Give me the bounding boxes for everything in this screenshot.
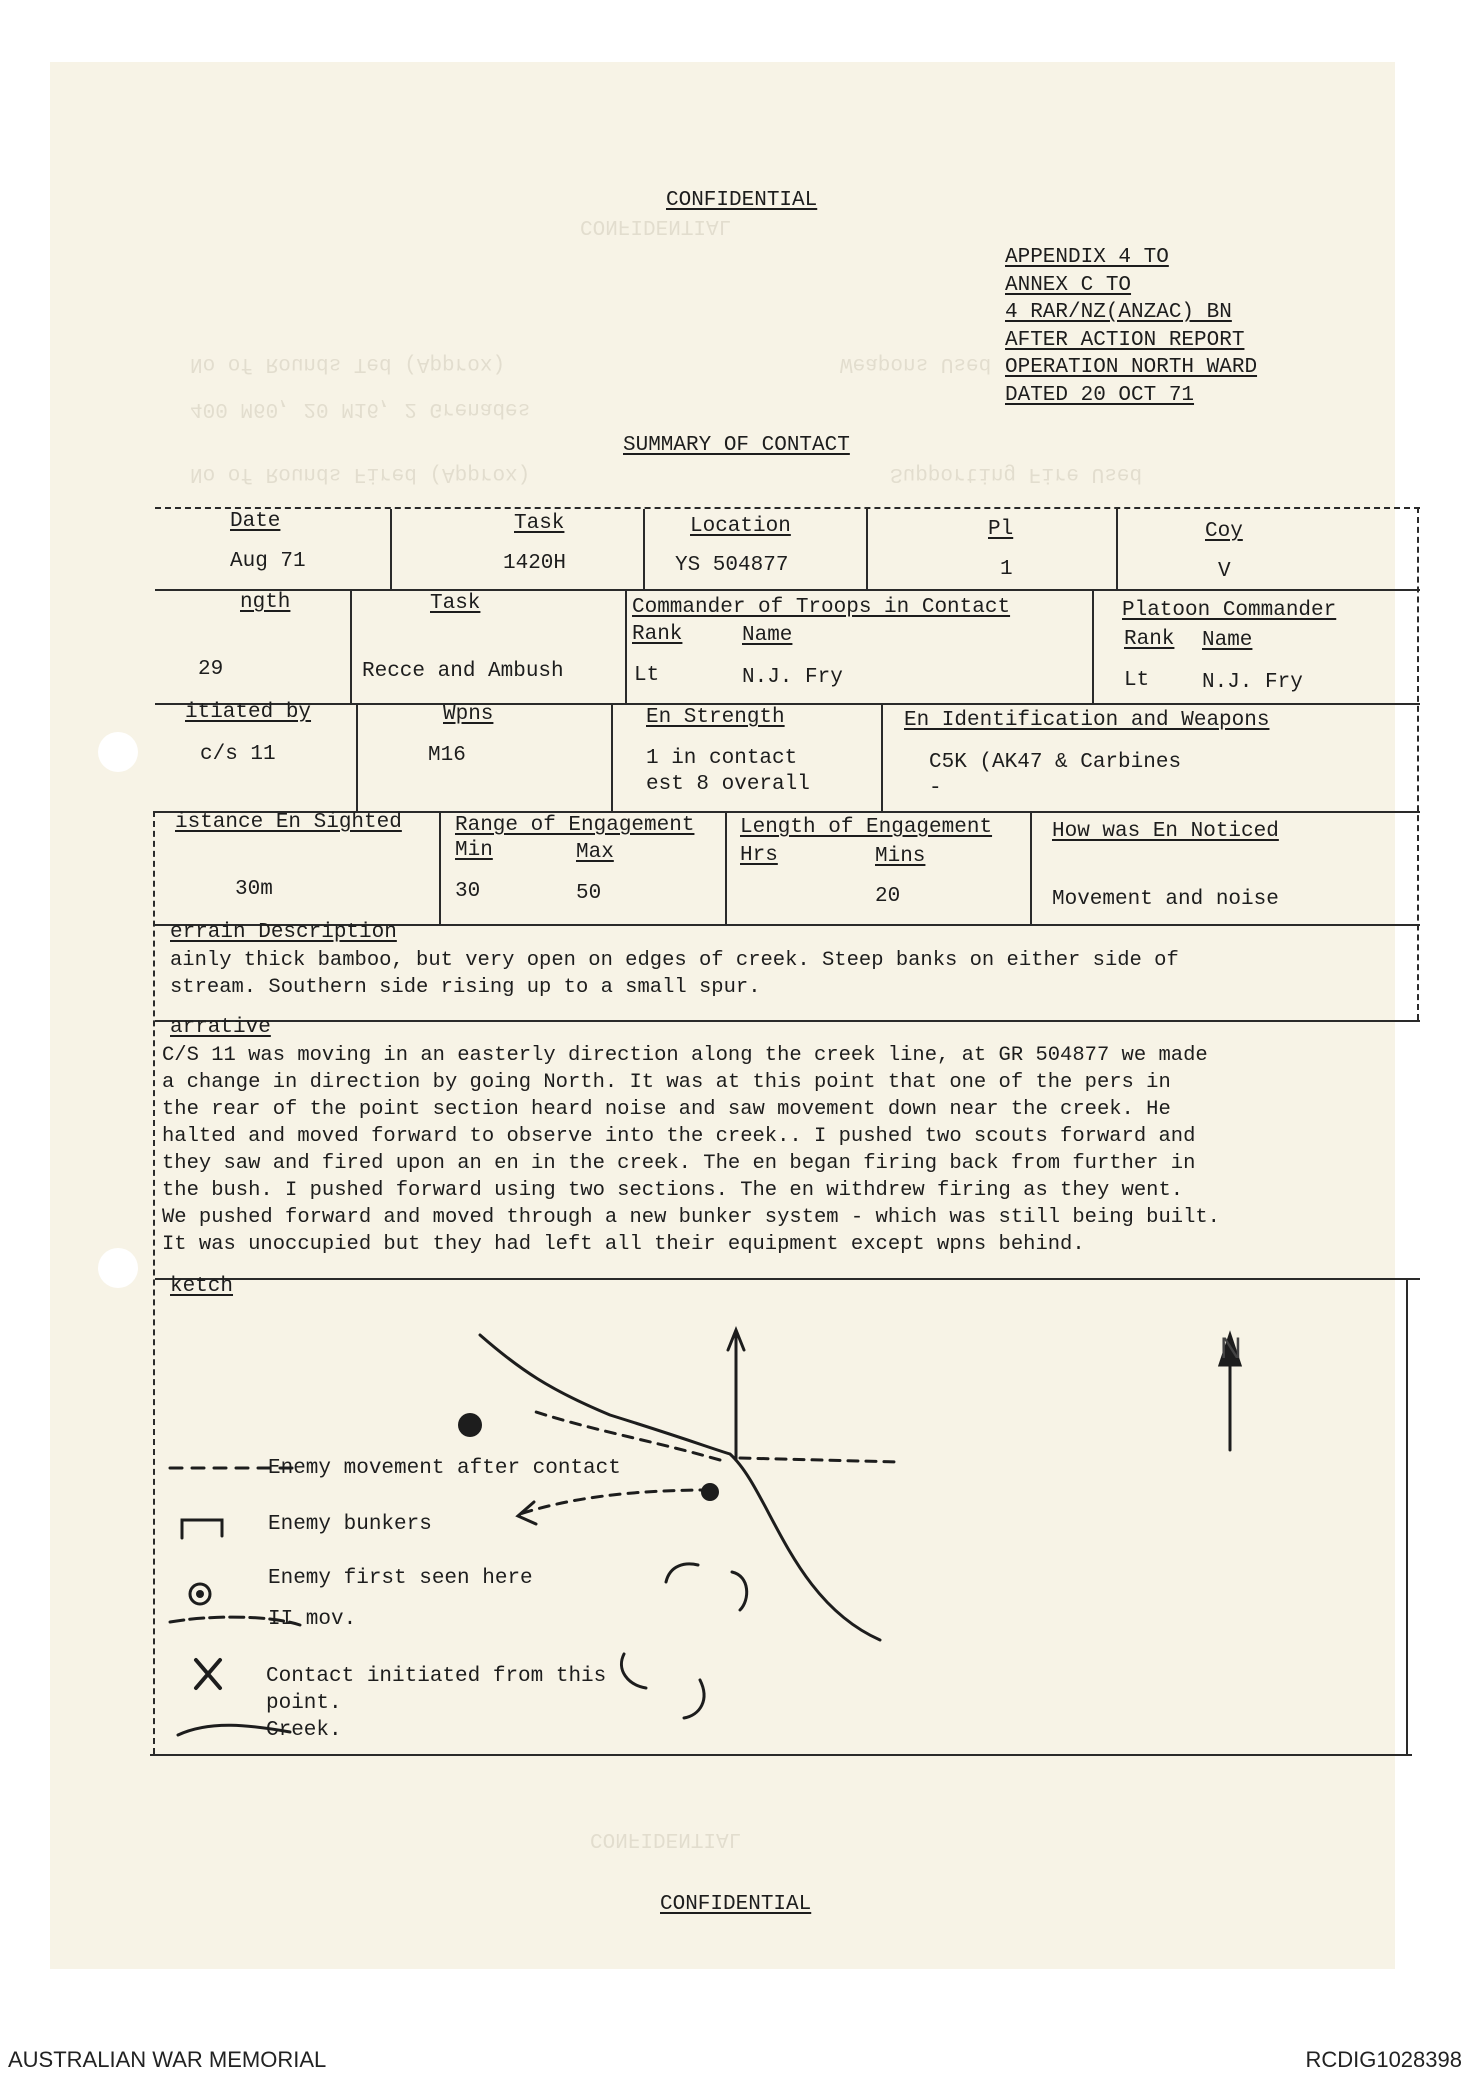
- grid-line: [1116, 509, 1118, 589]
- legend-text: Contact initiated from this: [266, 1665, 607, 1688]
- legend-bunker-symbol: [182, 1520, 222, 1538]
- en-strength-line-1: 1 in contact: [646, 747, 798, 770]
- distance-label: istance En Sighted: [175, 811, 402, 834]
- enemy-first-seen-mark: [458, 1413, 482, 1437]
- coy-value: V: [1218, 560, 1231, 583]
- punch-hole: [98, 1248, 138, 1288]
- legend-cross: [196, 1660, 220, 1688]
- north-label: N: [1220, 1332, 1242, 1365]
- grid-line: [611, 705, 613, 811]
- bunker-mark: [732, 1572, 747, 1610]
- terrain-line: stream. Southern side rising up to a small spur.: [170, 976, 761, 999]
- grid-line: [150, 1754, 1412, 1756]
- range-max-label: Max: [576, 841, 614, 864]
- en-strength-line-2: est 8 overall: [646, 773, 810, 796]
- task-value: Recce and Ambush: [362, 660, 564, 683]
- narrative-line: C/S 11 was moving in an easterly direction along the creek line, at GR 504877 we made: [162, 1044, 1208, 1067]
- platoon-name-value: N.J. Fry: [1202, 671, 1303, 694]
- classification-top: CONFIDENTIAL: [666, 189, 818, 212]
- pl-label: Pl: [988, 518, 1014, 541]
- date-label: Date: [230, 510, 281, 533]
- document-page: [50, 62, 1395, 1969]
- en-identification-dash: -: [929, 777, 942, 800]
- grid-line: [866, 509, 868, 589]
- grid-line: [356, 705, 358, 811]
- narrative-line: halted and moved forward to observe into the creek.. I pushed two scouts forward and: [162, 1125, 1196, 1148]
- grid-line: [881, 705, 883, 811]
- terrain-line: ainly thick bamboo, but very open on edges of creek. Steep banks on either side of: [170, 949, 1179, 972]
- legend-text: Enemy first seen here: [268, 1567, 533, 1590]
- commander-name-value: N.J. Fry: [742, 666, 843, 689]
- location-label: Location: [690, 515, 791, 538]
- form-title: SUMMARY OF CONTACT: [623, 434, 850, 457]
- legend-circle-dot: [196, 1590, 204, 1598]
- grid-line: [725, 813, 727, 924]
- time-label: Task: [514, 512, 565, 535]
- grid-line: [643, 509, 645, 589]
- platoon-rank-label: Rank: [1124, 628, 1175, 651]
- location-value: YS 504877: [675, 554, 789, 577]
- commander-name-label: Name: [742, 624, 793, 647]
- legend-text: Enemy bunkers: [268, 1513, 432, 1536]
- show-through-text: No of Rounds Ted (Approx): [190, 352, 506, 375]
- legend-text: Enemy movement after contact: [268, 1457, 621, 1480]
- range-min-label: Min: [455, 839, 493, 862]
- commander-rank-value: Lt: [634, 664, 660, 687]
- platoon-rank-value: Lt: [1124, 669, 1150, 692]
- time-value: 1420H: [503, 552, 567, 575]
- legend-text: point.: [266, 1692, 342, 1715]
- terrain-label: errain Description: [170, 921, 397, 944]
- wpns-label: Wpns: [443, 703, 494, 726]
- en-strength-label: En Strength: [646, 706, 785, 729]
- length-mins-label: Mins: [875, 845, 926, 868]
- appendix-line: AFTER ACTION REPORT: [1005, 328, 1245, 352]
- show-through-text: CONFIDENTIAL: [590, 1827, 742, 1850]
- wpns-value: M16: [428, 744, 466, 767]
- narrative-line: the bush. I pushed forward using two sections. The en withdrew firing as they went.: [162, 1179, 1184, 1202]
- creek-line: [480, 1335, 880, 1640]
- contact-dot: [701, 1483, 719, 1501]
- platoon-name-label: Name: [1202, 629, 1253, 652]
- appendix-line: 4 RAR/NZ(ANZAC) BN: [1005, 301, 1232, 324]
- bunker-mark: [621, 1654, 646, 1688]
- narrative-line: a change in direction by going North. It was at this point that one of the pers in: [162, 1071, 1171, 1094]
- grid-line: [439, 813, 441, 924]
- punch-hole: [98, 732, 138, 772]
- grid-line: [155, 703, 1420, 705]
- length-hrs-label: Hrs: [740, 844, 778, 867]
- grid-line: [350, 591, 352, 703]
- appendix-line: APPENDIX 4 TO: [1005, 246, 1169, 269]
- en-identification-label: En Identification and Weapons: [904, 709, 1270, 732]
- strength-label: ngth: [240, 591, 291, 614]
- commander-rank-label: Rank: [632, 623, 683, 646]
- noticed-value: Movement and noise: [1052, 888, 1279, 911]
- grid-line: [155, 507, 1420, 509]
- bunker-mark: [666, 1564, 698, 1582]
- task-label: Task: [430, 592, 481, 615]
- narrative-line: We pushed forward and moved through a new bunker system - which was still being built.: [162, 1206, 1220, 1229]
- enemy-movement-line: [520, 1490, 710, 1514]
- distance-value: 30m: [235, 878, 273, 901]
- length-label: Length of Engagement: [740, 816, 993, 839]
- watermark-right: RCDIG1028398: [1305, 2047, 1462, 2072]
- grid-line: [155, 1020, 1420, 1022]
- coy-label: Coy: [1205, 520, 1243, 543]
- narrative-line: the rear of the point section heard noise and saw movement down near the creek. He: [162, 1098, 1171, 1121]
- show-through-text: No of Rounds Fired (Approx): [190, 462, 531, 485]
- narrative-text: [162, 1042, 1220, 1258]
- enemy-movement-line: [740, 1458, 900, 1462]
- legend-text: Creek.: [266, 1719, 342, 1742]
- appendix-line: ANNEX C TO: [1005, 273, 1132, 297]
- legend-text: II mov.: [268, 1608, 357, 1631]
- date-value: Aug 71: [230, 550, 306, 573]
- grid-line: [1092, 591, 1094, 703]
- show-through-text: Supporting Fire Used: [890, 462, 1143, 485]
- noticed-label: How was En Noticed: [1052, 820, 1279, 843]
- enemy-movement-line: [530, 1410, 720, 1460]
- initiated-by-value: c/s 11: [200, 743, 276, 766]
- commander-label: Commander of Troops in Contact: [632, 596, 1011, 619]
- range-max-value: 50: [576, 882, 602, 905]
- range-label: Range of Engagement: [455, 814, 695, 837]
- grid-line: [1417, 507, 1419, 1020]
- bunker-mark: [684, 1680, 704, 1718]
- initiated-by-label: itiated by: [185, 701, 312, 724]
- length-mins-value: 20: [875, 885, 901, 908]
- grid-line: [390, 509, 392, 589]
- narrative-line: It was unoccupied but they had left all their equipment except wpns behind.: [162, 1233, 1085, 1256]
- classification-bottom: CONFIDENTIAL: [660, 1893, 812, 1916]
- appendix-block: [1005, 244, 1257, 409]
- appendix-line: DATED 20 OCT 71: [1005, 383, 1195, 407]
- appendix-line: OPERATION NORTH WARD: [1005, 356, 1258, 379]
- narrative-label: arrative: [170, 1016, 271, 1039]
- show-through-text: 400 M60, 20 M16, 2 Grenades: [190, 397, 531, 420]
- show-through-text: Weapons Used: [840, 352, 992, 375]
- grid-line: [155, 589, 1420, 591]
- sketch-label: ketch: [170, 1275, 234, 1298]
- watermark-left: AUSTRALIAN WAR MEMORIAL: [8, 2047, 327, 2072]
- show-through-text: CONFIDENTIAL: [580, 214, 732, 237]
- range-min-value: 30: [455, 880, 481, 903]
- grid-line: [625, 591, 627, 703]
- en-identification-value: C5K (AK47 & Carbines: [929, 751, 1182, 774]
- pl-value: 1: [1000, 558, 1013, 581]
- platoon-commander-label: Platoon Commander: [1122, 599, 1337, 622]
- grid-line: [1030, 813, 1032, 924]
- narrative-line: they saw and fired upon an en in the creek. The en began firing back from further in: [162, 1152, 1196, 1175]
- strength-value: 29: [198, 658, 224, 681]
- terrain-text: [170, 947, 1179, 1001]
